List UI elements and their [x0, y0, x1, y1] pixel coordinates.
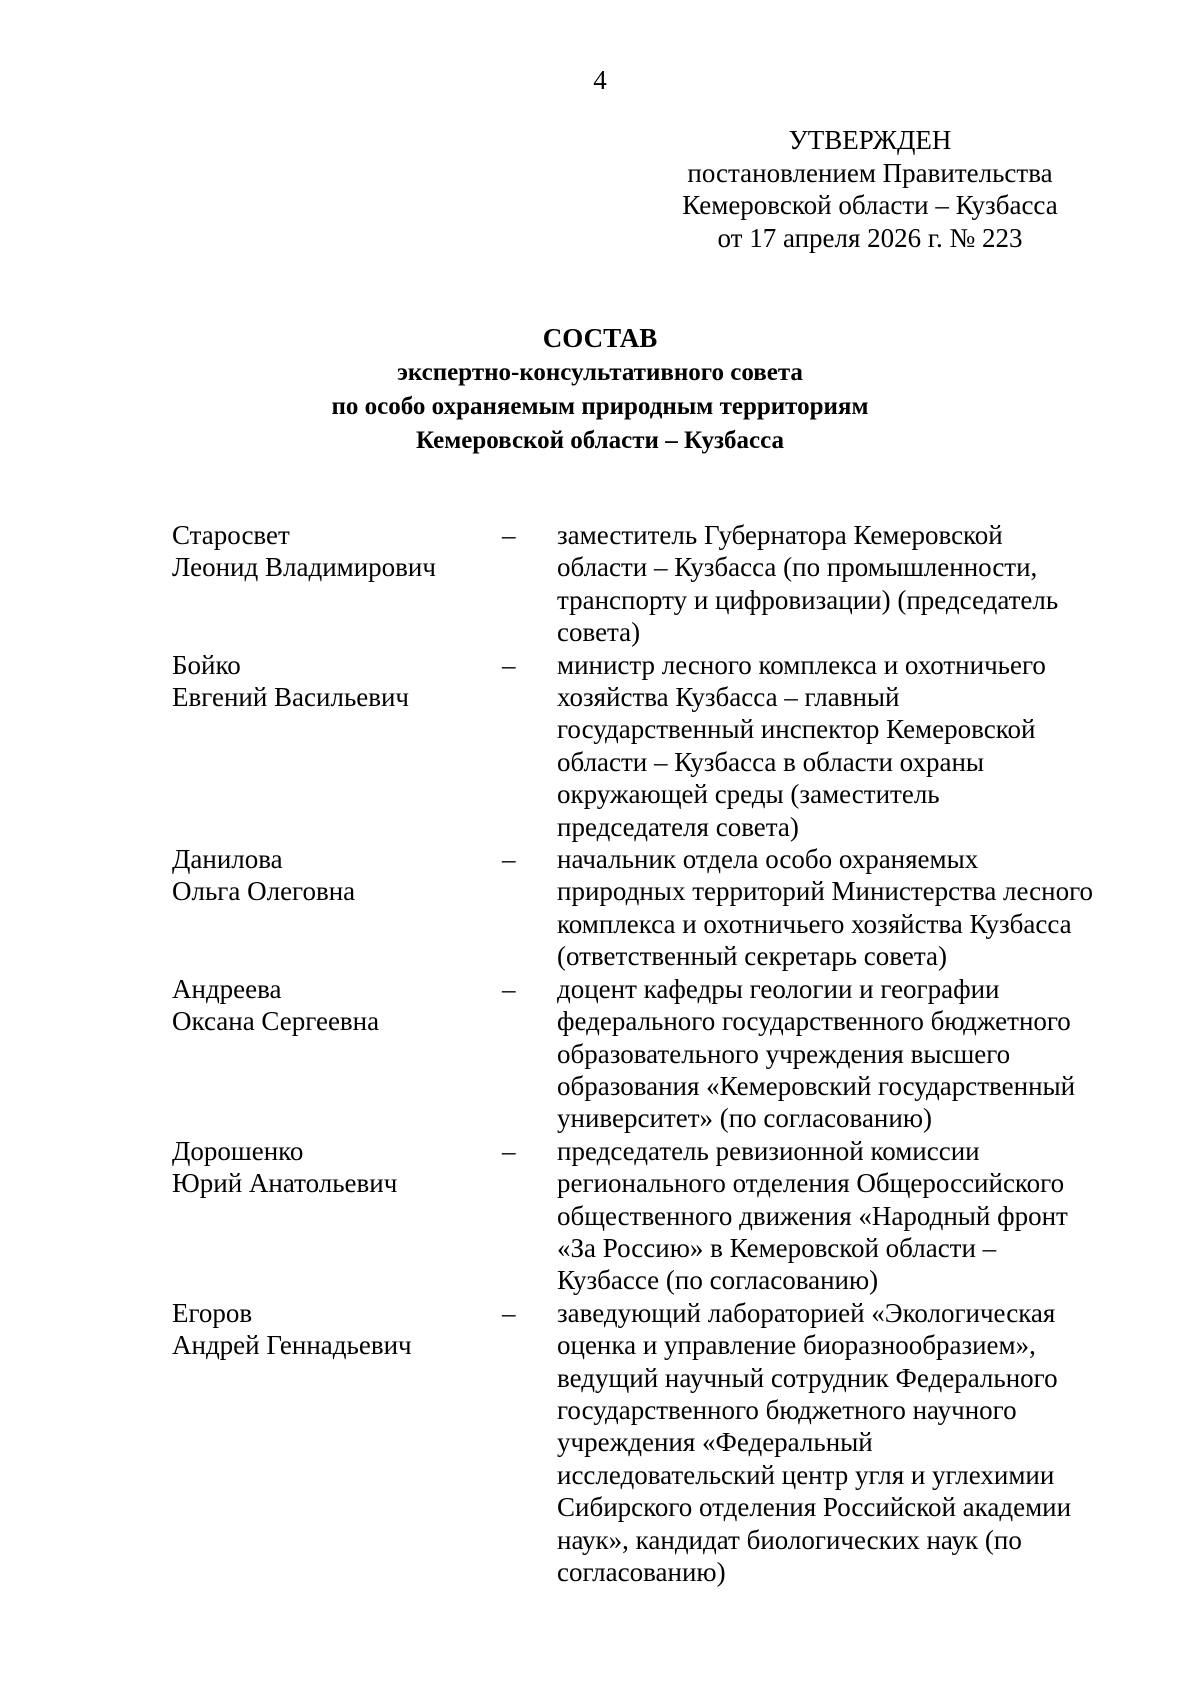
member-name — [172, 649, 502, 843]
member-surname: Егоров — [172, 1297, 253, 1328]
member-role-line: транспорту и цифровизации) (председатель — [557, 584, 1059, 615]
member-role-line: (ответственный секретарь совета) — [557, 941, 947, 972]
member-role-line: исследовательский центр угля и углехимии — [557, 1459, 1055, 1490]
approval-stamp — [640, 124, 1100, 254]
member-dash: – — [502, 973, 516, 1004]
approval-line-approved: УТВЕРЖДЕН — [788, 125, 952, 155]
member-dash: – — [502, 649, 516, 680]
member-row — [172, 1297, 1142, 1589]
member-role — [557, 519, 1142, 649]
member-given-names: Евгений Васильевич — [172, 682, 410, 713]
member-surname: Дорошенко — [172, 1135, 304, 1166]
member-role-line: совета) — [557, 617, 641, 648]
member-given-names: Андрей Геннадьевич — [172, 1330, 412, 1361]
member-role-line: общественного движения «Народный фронт — [557, 1200, 1068, 1231]
members-list — [172, 519, 1142, 1588]
member-given-names: Ольга Олеговна — [172, 876, 356, 907]
member-role-line: окружающей среды (заместитель — [557, 779, 940, 810]
approval-line-date: от 17 апреля 2026 г. № 223 — [717, 222, 1023, 253]
member-role-line: образования «Кемеровский государственный — [557, 1070, 1076, 1101]
member-role-line: наук», кандидат биологических наук (по — [557, 1524, 1022, 1555]
member-role-line: оценка и управление биоразнообразием», — [557, 1330, 1036, 1361]
member-role-line: заведующий лабораторией «Экологическая — [557, 1297, 1056, 1328]
page-number: 4 — [593, 65, 607, 95]
member-row — [172, 973, 1142, 1135]
member-role-line: хозяйства Кузбасса – главный — [557, 682, 900, 713]
member-name — [172, 519, 502, 649]
member-row — [172, 1135, 1142, 1297]
member-row — [172, 649, 1142, 843]
member-name — [172, 843, 502, 973]
heading-line-1: экспертно-консультативного совета — [397, 359, 803, 386]
member-dash: – — [502, 1297, 516, 1328]
member-given-names: Оксана Сергеевна — [172, 1006, 380, 1037]
member-row — [172, 519, 1142, 649]
member-role-line: Кузбассе (по согласованию) — [557, 1265, 879, 1296]
document-heading — [200, 320, 1000, 458]
member-role — [557, 1297, 1142, 1589]
member-role — [557, 973, 1142, 1135]
member-dash: – — [502, 844, 516, 875]
member-role-line: ведущий научный сотрудник Федерального — [557, 1362, 1058, 1393]
member-role — [557, 649, 1142, 843]
member-role-line: Сибирского отделения Российской академии — [557, 1492, 1072, 1523]
member-name — [172, 1297, 502, 1589]
member-role-line: согласованию) — [557, 1557, 726, 1587]
member-name — [172, 1135, 502, 1297]
member-role-line: председатель ревизионной комиссии — [557, 1135, 980, 1166]
member-surname: Данилова — [172, 844, 283, 875]
heading-line-2: по особо охраняемым природным территориям — [331, 393, 869, 420]
member-given-names: Леонид Владимирович — [172, 552, 436, 583]
member-dash: – — [502, 520, 516, 550]
member-name — [172, 973, 502, 1135]
member-role — [557, 843, 1142, 973]
member-role-line: заместитель Губернатора Кемеровской — [557, 520, 1003, 550]
member-role-line: государственного бюджетного научного — [557, 1394, 1017, 1425]
member-role-line: председателя совета) — [557, 811, 799, 842]
member-role-line: области – Кузбасса (по промышленности, — [557, 552, 1038, 583]
member-dash: – — [502, 1135, 516, 1166]
member-role-line: регионального отделения Общероссийского — [557, 1168, 1065, 1199]
member-role-line: федерального государственного бюджетного — [557, 1006, 1071, 1037]
member-role-line: министр лесного комплекса и охотничьего — [557, 649, 1046, 680]
heading-line-3: Кемеровской области – Кузбасса — [415, 427, 785, 454]
member-role-line: учреждения «Федеральный — [557, 1427, 873, 1458]
member-surname: Андреева — [172, 973, 282, 1004]
approval-line-region: Кемеровской области – Кузбасса — [682, 190, 1058, 220]
document-title: СОСТАВ — [542, 323, 658, 353]
member-role-line: области – Кузбасса в области охраны — [557, 746, 985, 777]
member-role-line: природных территорий Министерства лесного — [557, 876, 1094, 907]
member-role-line: комплекса и охотничьего хозяйства Кузбасса — [557, 908, 1072, 939]
approval-line-resolution: постановлением Правительства — [687, 157, 1053, 188]
member-role-line: образовательного учреждения высшего — [557, 1038, 1011, 1069]
member-role-line: доцент кафедры геологии и географии — [557, 973, 1000, 1004]
member-surname: Бойко — [172, 649, 241, 680]
member-given-names: Юрий Анатольевич — [172, 1168, 398, 1199]
member-role-line: государственный инспектор Кемеровской — [557, 714, 1036, 745]
member-surname: Старосвет — [172, 520, 290, 550]
member-row — [172, 843, 1142, 973]
member-role-line: университет» (по согласованию) — [557, 1103, 932, 1134]
member-role — [557, 1135, 1142, 1297]
member-role-line: начальник отдела особо охраняемых — [557, 844, 979, 875]
member-role-line: «За Россию» в Кемеровской области – — [557, 1232, 997, 1263]
